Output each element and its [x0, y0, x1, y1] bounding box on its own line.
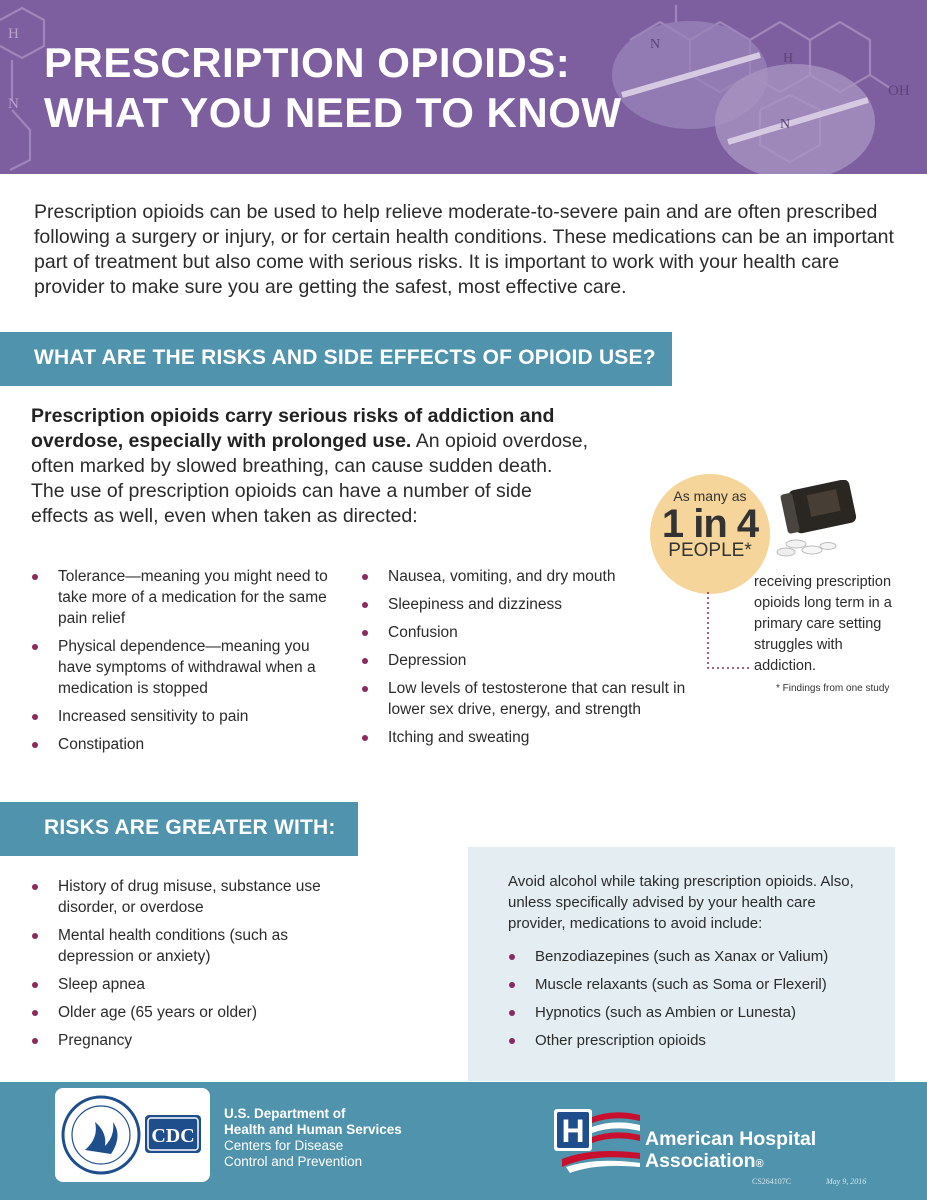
hhs-text: [224, 1106, 402, 1170]
stat-description: receiving prescription opioids long term in a primary care setting struggles with addiction.: [754, 574, 892, 674]
list-item: Physical dependence—meaning you have symptoms of withdrawal when a medication is stopped: [31, 636, 331, 699]
svg-text:H: H: [783, 51, 794, 66]
svg-text:N: N: [8, 96, 19, 112]
side-effects-list-right: [361, 566, 701, 755]
svg-text:OH: OH: [888, 83, 910, 99]
list-item: Increased sensitivity to pain: [31, 706, 331, 727]
list-item: Muscle relaxants (such as Soma or Flexeril): [508, 974, 878, 995]
svg-text:N: N: [650, 37, 661, 52]
greater-risks-heading: [0, 802, 358, 856]
list-item: Itching and sweating: [361, 727, 701, 748]
hhs-line-4: Control and Prevention: [224, 1154, 363, 1169]
stat-people-text: PEOPLE*: [668, 540, 752, 561]
list-item: Benzodiazepines (such as Xanax or Valium): [508, 946, 878, 967]
list-item: Sleepiness and dizziness: [361, 594, 701, 615]
list-item: Hypnotics (such as Ambien or Lunesta): [508, 1002, 878, 1023]
aha-line-2: Association: [645, 1150, 756, 1172]
pill-bottle-icon: [766, 480, 866, 560]
greater-risks-list: [31, 876, 351, 1058]
list-item: Confusion: [361, 622, 701, 643]
dotted-connector: [706, 592, 756, 672]
greater-heading-text: RISKS ARE GREATER WITH:: [44, 816, 336, 839]
aha-text: [645, 1128, 816, 1175]
document-code: CS264107C: [752, 1177, 792, 1186]
intro-paragraph: Prescription opioids can be used to help relieve moderate-to-severe pain and are often prescribed following a surgery or injury, or for certain health conditions. These medications can be an important part of treatment but also come with serious risks. It is important to work with your health care provider to make sure you are getting the safest, most effective care.: [34, 201, 894, 298]
risks-lead-rest: An opioid overdose, often marked by slowed breathing, can cause sudden death. The use of prescription opioids can have a number of side effects as well, even when taken as directed:: [31, 430, 589, 527]
list-item: Older age (65 years or older): [31, 1002, 351, 1023]
hhs-seal-icon: [55, 1088, 210, 1182]
stat-big-number: 1 in 4: [661, 502, 759, 546]
list-item: Constipation: [31, 734, 331, 755]
risks-paragraph: [31, 404, 591, 529]
list-item: Mental health conditions (such as depression or anxiety): [31, 925, 351, 967]
list-item: Low levels of testosterone that can result in lower sex drive, energy, and strength: [361, 678, 701, 720]
side-effects-list-left: [31, 566, 331, 762]
svg-text:N: N: [780, 117, 791, 132]
aha-logo-icon: [552, 1107, 642, 1173]
stat-footnote: * Findings from one study: [776, 683, 890, 694]
title-line-1: PRESCRIPTION OPIOIDS:: [44, 39, 571, 86]
avoid-intro-text: Avoid alcohol while taking prescription opioids. Also, unless specifically advised by your health care provider, medications to avoid include:: [508, 873, 854, 932]
hhs-line-2: Health and Human Services: [224, 1122, 402, 1137]
list-item: Depression: [361, 650, 701, 671]
svg-text:CDC: CDC: [151, 1125, 195, 1147]
risks-section-heading: [0, 332, 672, 386]
page-title: [44, 38, 622, 138]
risks-lead-bold: Prescription opioids carry serious risks of addiction and overdose, especially with prolonged use.: [31, 405, 555, 452]
list-item: History of drug misuse, substance use disorder, or overdose: [31, 876, 351, 918]
title-line-2: WHAT YOU NEED TO KNOW: [44, 89, 622, 136]
header-banner: [0, 0, 927, 174]
hhs-cdc-logo-box: [55, 1088, 210, 1182]
list-item: Sleep apnea: [31, 974, 351, 995]
aha-registered-mark: ®: [755, 1158, 764, 1170]
document-date: May 9, 2016: [826, 1177, 867, 1186]
aha-line-1: American Hospital: [645, 1128, 817, 1150]
svg-text:H: H: [8, 26, 19, 42]
hhs-line-1: U.S. Department of: [224, 1106, 346, 1121]
list-item: Tolerance—meaning you might need to take more of a medication for the same pain relief: [31, 566, 331, 629]
hhs-line-3: Centers for Disease: [224, 1138, 344, 1153]
list-item: Other prescription opioids: [508, 1030, 878, 1051]
avoid-medications-list: [508, 946, 878, 1058]
svg-text:H: H: [561, 1113, 585, 1149]
risks-heading-text: WHAT ARE THE RISKS AND SIDE EFFECTS OF OPIOID USE?: [34, 346, 656, 369]
list-item: Nausea, vomiting, and dry mouth: [361, 566, 701, 587]
list-item: Pregnancy: [31, 1030, 351, 1051]
stat-small-text: As many as: [673, 488, 747, 504]
